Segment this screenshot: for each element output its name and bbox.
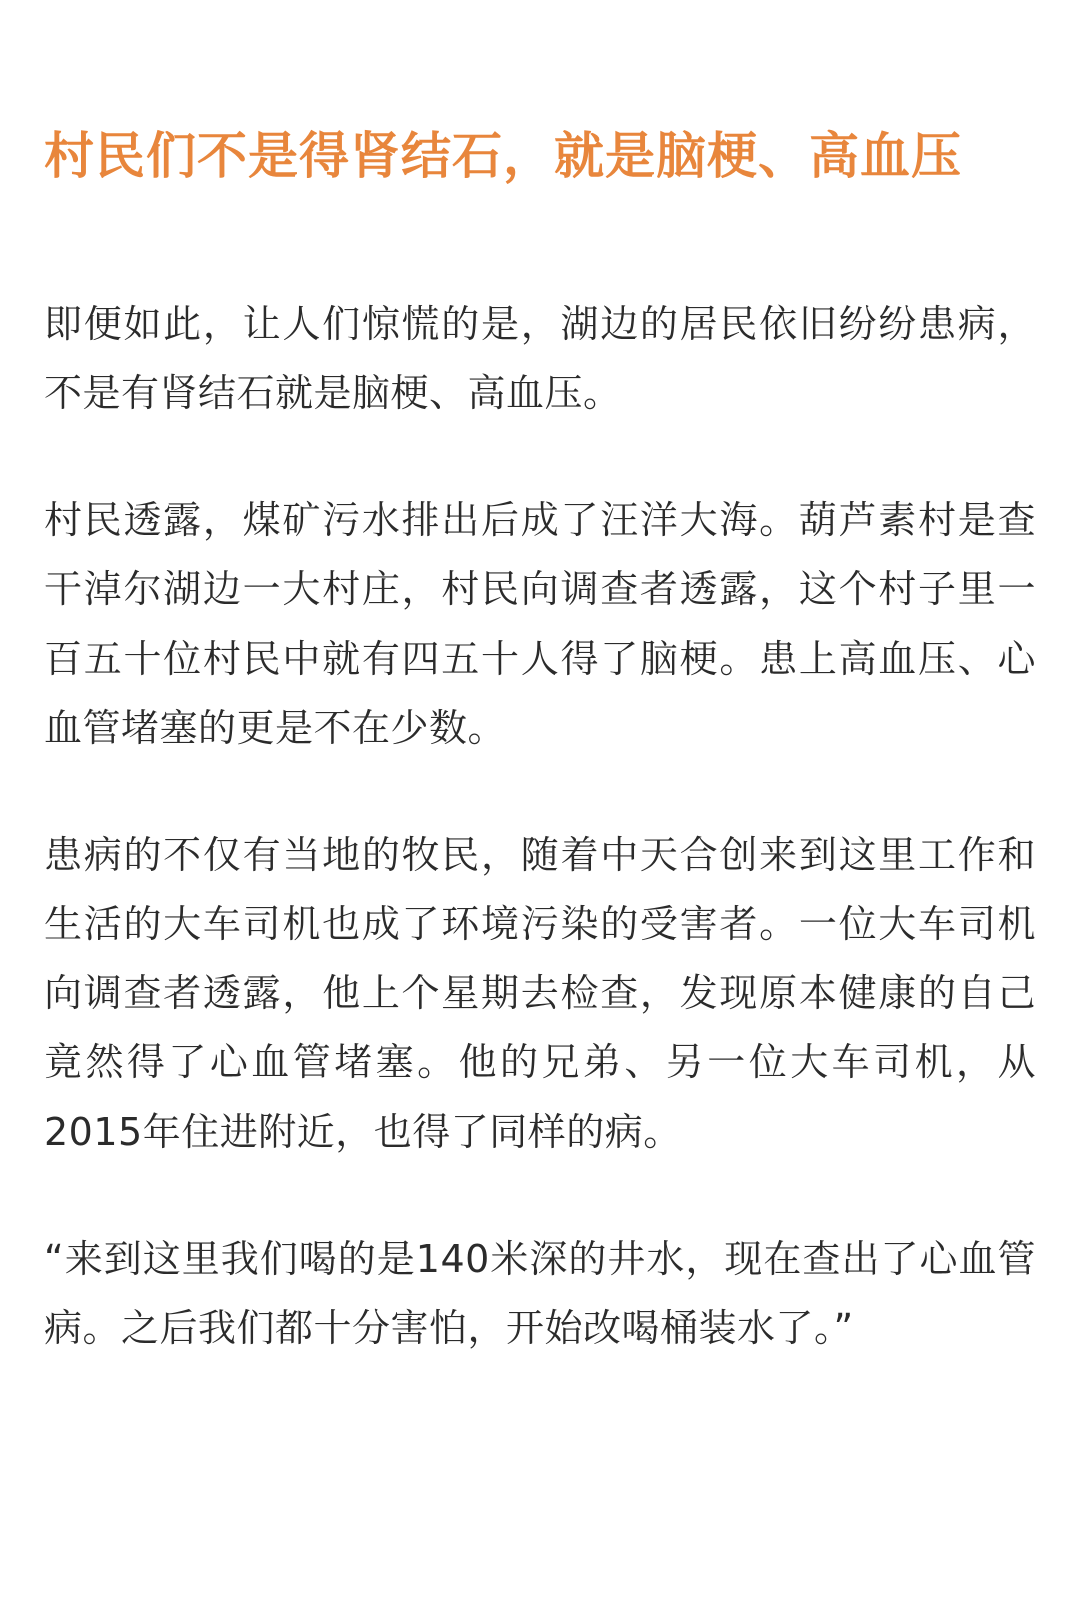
article-paragraph: 患病的不仅有当地的牧民，随着中天合创来到这里工作和生活的大车司机也成了环境污染的受害者。一位大车司机向调查者透露，他上个星期去检查，发现原本健康的自己竟然得了心血管堵塞。他的兄弟、另一位大车司机，从2015年住进附近，也得了同样的病。 <box>44 832 1036 1154</box>
article-body <box>44 290 1036 1363</box>
article-paragraph: “来到这里我们喝的是140米深的井水，现在查出了心血管病。之后我们都十分害怕，开始改喝桶装水了。” <box>44 1236 1036 1350</box>
article-paragraph: 即便如此，让人们惊慌的是，湖边的居民依旧纷纷患病，不是有肾结石就是脑梗、高血压。 <box>44 302 1036 416</box>
article-paragraph: 村民透露，煤矿污水排出后成了汪洋大海。葫芦素村是查干淖尔湖边一大村庄，村民向调查者透露，这个村子里一百五十位村民中就有四五十人得了脑梗。患上高血压、心血管堵塞的更是不在少数。 <box>44 498 1036 750</box>
page-title: 村民们不是得肾结石，就是脑梗、高血压 <box>44 127 962 185</box>
